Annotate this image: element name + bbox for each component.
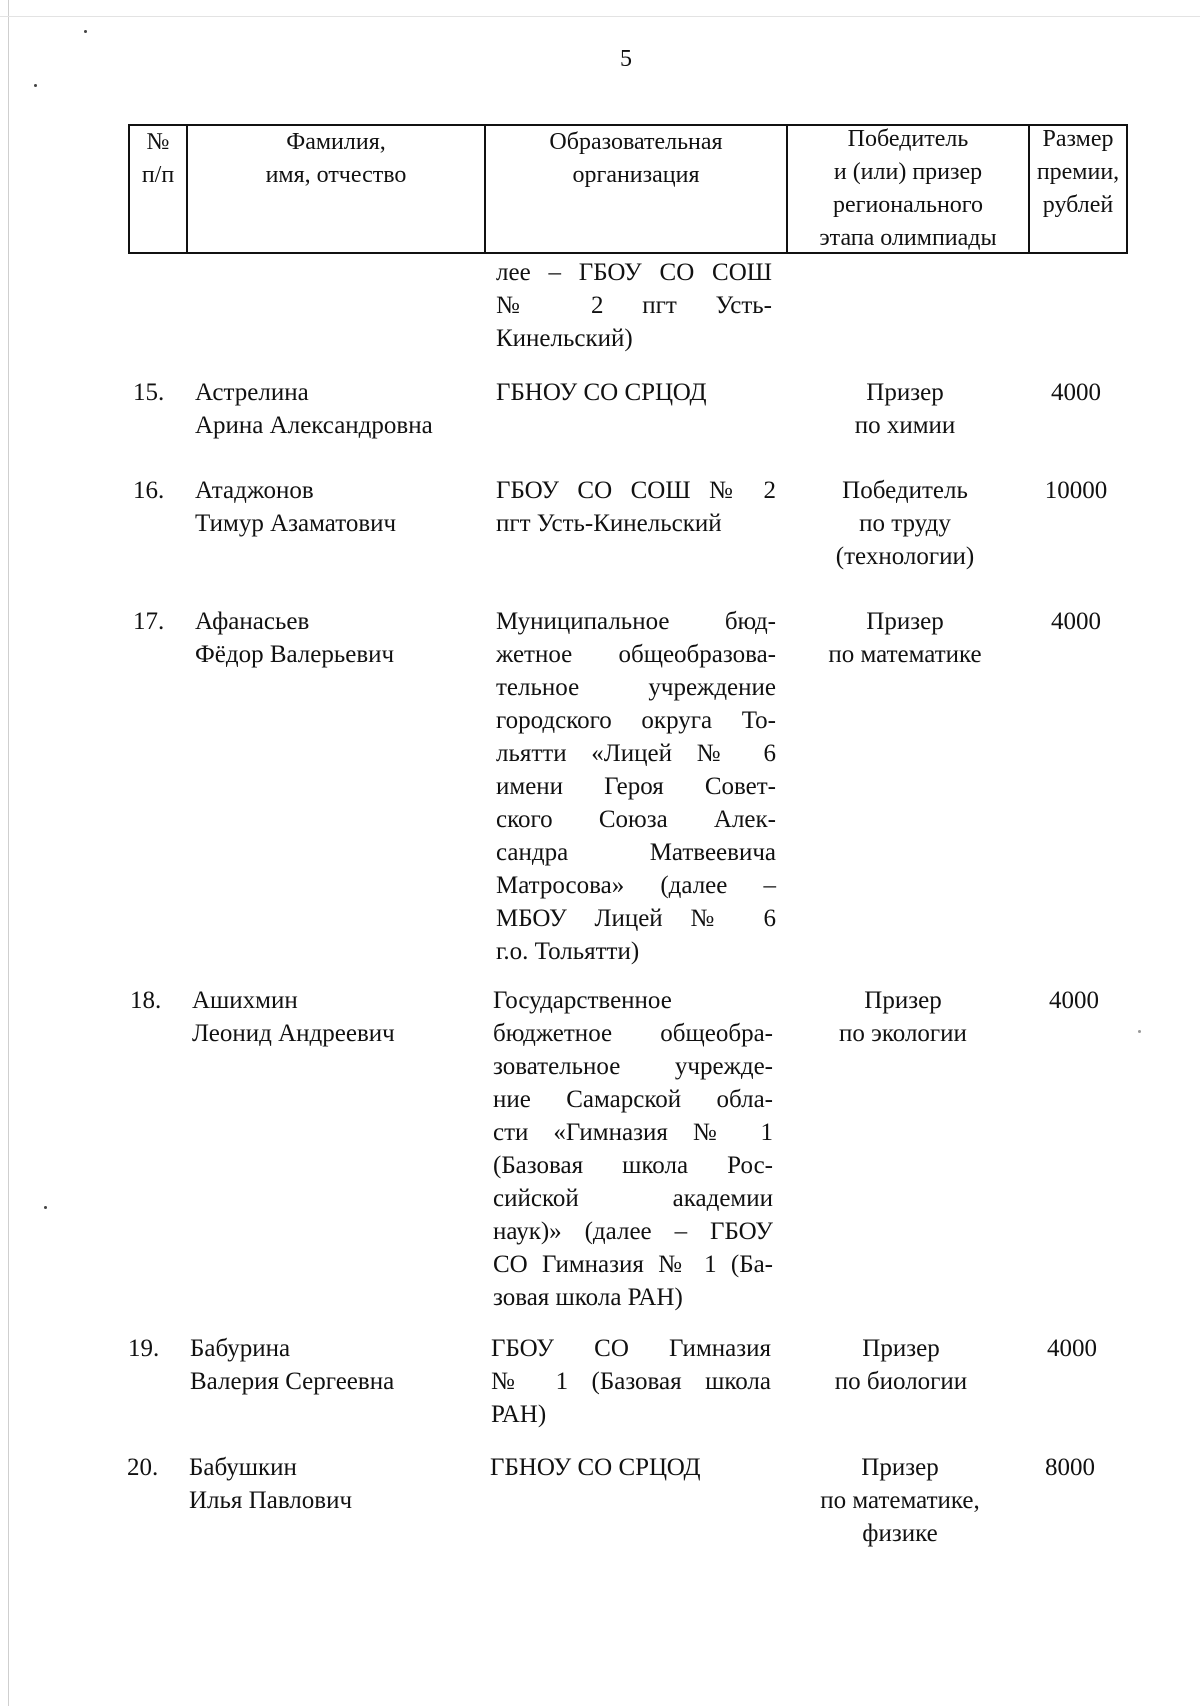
scan-speck	[84, 30, 87, 33]
scan-edge-top	[0, 16, 1200, 17]
winner-status: Призер по химии	[854, 379, 956, 439]
winner-status: Призер по математике, физике	[820, 1454, 980, 1547]
organization: Муниципальное бюд- жетное общеобразова- тельное учреждение городского округа То- льятти «Лицей № 6 имени Героя Совет- ского Союза Алек- сандра Матвеевича Матросова» (далее – МБОУ Лицей № 6 г.о. Тольятти)	[496, 608, 776, 965]
organization: ГБОУ СО СОШ № 2 пгт Усть-Кинельский	[496, 477, 776, 537]
row-number: 18.	[130, 987, 162, 1014]
prize-amount: 4000	[1049, 987, 1099, 1014]
prize-amount: 10000	[1044, 477, 1108, 504]
person-name: Атаджонов Тимур Азаматович	[195, 477, 397, 537]
scan-edge-left	[8, 0, 9, 1706]
continuation-org: лее – ГБОУ СО СОШ № 2 пгт Усть- Кинельский)	[496, 259, 772, 352]
person-name: Бабушкин Илья Павлович	[189, 1454, 353, 1514]
scan-speck	[1138, 1030, 1141, 1033]
row-number: 19.	[128, 1335, 160, 1362]
header-org: Образовательная организация	[549, 129, 723, 188]
person-name: Ашихмин Леонид Андреевич	[192, 987, 395, 1047]
page-number: 5	[620, 46, 632, 72]
header-prize: Размер премии, рублей	[1036, 126, 1120, 218]
organization: ГБНОУ СО СРЦОД	[490, 1454, 701, 1481]
winner-status: Победитель по труду (технологии)	[835, 477, 975, 570]
prize-amount: 4000	[1051, 608, 1101, 635]
winner-status: Призер по биологии	[834, 1335, 968, 1395]
organization: Государственное бюджетное общеобра- зовательное учрежде- ние Самарской обла- сти «Гимназия № 1 (Базовая школа Рос- сийской академии наук)» (далее – ГБОУ СО Гимназия № 1 (Ба- зовая школа РАН)	[493, 987, 773, 1311]
person-name: Астрелина Арина Александровна	[195, 379, 433, 439]
row-number: 20.	[127, 1454, 159, 1481]
person-name: Афанасьев Фёдор Валерьевич	[195, 608, 395, 668]
row-number: 17.	[133, 608, 165, 635]
organization: ГБОУ СО Гимназия № 1 (Базовая школа РАН)	[491, 1335, 771, 1428]
person-name: Бабурина Валерия Сергеевна	[190, 1335, 395, 1395]
scan-speck	[34, 84, 37, 87]
organization: ГБНОУ СО СРЦОД	[496, 379, 707, 406]
table-header	[128, 124, 1128, 254]
header-num: № п/п	[141, 129, 175, 188]
row-number: 16.	[133, 477, 165, 504]
row-number: 15.	[133, 379, 165, 406]
prize-amount: 4000	[1051, 379, 1101, 406]
prize-amount: 4000	[1047, 1335, 1097, 1362]
header-winner: Победитель и (или) призер регионального этапа олимпиады	[819, 126, 997, 251]
prize-amount: 8000	[1045, 1454, 1095, 1481]
header-name: Фамилия, имя, отчество	[265, 129, 407, 188]
scan-speck	[44, 1206, 47, 1209]
winner-status: Призер по экологии	[839, 987, 967, 1047]
winner-status: Призер по математике	[828, 608, 982, 668]
